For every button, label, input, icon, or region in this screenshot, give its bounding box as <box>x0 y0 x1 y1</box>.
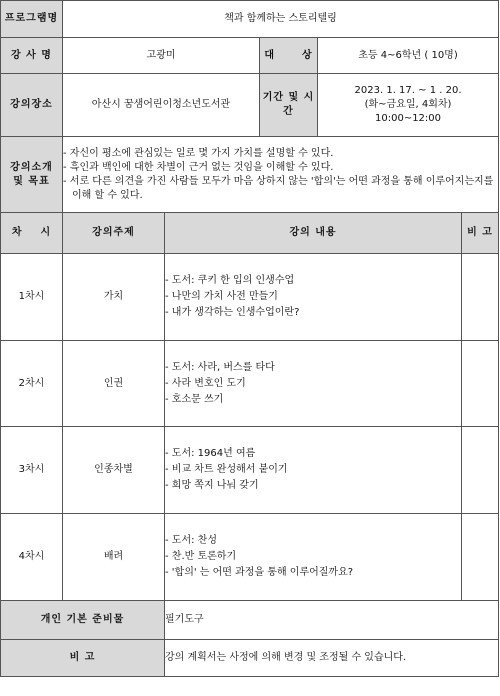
session-items <box>165 274 461 320</box>
session-item: - 나만의 가치 사전 만들기 <box>165 290 461 304</box>
remarks-value: 강의 계획서는 사정에 의해 변경 및 조정될 수 있습니다. <box>165 640 499 677</box>
program-label: 프로그램명 <box>1 1 63 38</box>
session-topic: 인종차별 <box>63 427 165 514</box>
intro-label-line1: 강의소개 <box>10 161 53 173</box>
session-items <box>165 534 461 580</box>
period-days: (화~금요일, 4회차) <box>364 99 452 110</box>
intro-item: - 흑인과 백인에 대한 차별이 근거 없는 것임을 이해할 수 있다. <box>63 161 498 175</box>
intro-label <box>1 137 63 213</box>
session-note <box>462 514 499 601</box>
session-item: - 도서: 찬성 <box>165 534 461 548</box>
period-value <box>318 74 499 137</box>
session-topic: 배려 <box>63 514 165 601</box>
col-note-header: 비 고 <box>462 213 499 254</box>
session-items <box>165 447 461 493</box>
session-note <box>462 254 499 341</box>
instructor-name: 고광미 <box>63 38 260 74</box>
period-label: 기간 및 시간 <box>260 74 318 137</box>
instructor-label: 강 사 명 <box>1 38 63 74</box>
target-value: 초등 4~6학년 ( 10명) <box>318 38 499 74</box>
col-topic-header: 강의주제 <box>63 213 165 254</box>
session-topic: 가치 <box>63 254 165 341</box>
venue-label: 강의장소 <box>1 74 63 137</box>
session-number: 3차시 <box>1 427 63 514</box>
remarks-label: 비 고 <box>1 640 165 677</box>
session-number: 2차시 <box>1 341 63 427</box>
session-row <box>1 254 499 341</box>
target-label: 대 상 <box>260 38 318 74</box>
session-content <box>165 254 462 341</box>
col-content-header: 강의 내용 <box>165 213 462 254</box>
intro-content <box>63 137 499 213</box>
period-date: 2023. 1. 17. ~ 1 . 20. <box>354 85 462 96</box>
session-item: - 도서: 1964년 여름 <box>165 447 461 461</box>
session-item: - 찬.반 토론하기 <box>165 550 461 564</box>
session-item: - '합의' 는 어떤 과정을 통해 이루어질까요? <box>165 566 461 580</box>
session-item: - 사라 변호인 도기 <box>165 377 461 391</box>
session-item: - 호소문 쓰기 <box>165 393 461 407</box>
venue-value: 아산시 꿈샘어린이청소년도서관 <box>63 74 260 137</box>
session-note <box>462 341 499 427</box>
session-item: - 도서: 사라, 버스를 타다 <box>165 361 461 375</box>
session-topic: 인권 <box>63 341 165 427</box>
session-number: 4차시 <box>1 514 63 601</box>
intro-item: - 자신이 평소에 관심있는 일로 몇 가지 가치를 설명할 수 있다. <box>63 147 498 161</box>
session-item: - 비교 차트 완성해서 붙이기 <box>165 463 461 477</box>
session-items <box>165 361 461 407</box>
session-note <box>462 427 499 514</box>
materials-value: 필기도구 <box>165 601 499 640</box>
program-title: 책과 함께하는 스토리텔링 <box>63 1 499 38</box>
session-item: - 도서: 쿠키 한 입의 인생수업 <box>165 274 461 288</box>
session-content <box>165 341 462 427</box>
intro-list <box>63 147 498 203</box>
session-row <box>1 514 499 601</box>
period-time: 10:00~12:00 <box>375 113 442 124</box>
session-row <box>1 341 499 427</box>
session-content <box>165 514 462 601</box>
session-number: 1차시 <box>1 254 63 341</box>
intro-label-line2: 및 목표 <box>13 175 50 187</box>
intro-item: - 서로 다른 의견을 가진 사람들 모두가 마음 상하지 않는 '합의'는 어떤 과정을 통해 이루어지는지를 이해 할 수 있다. <box>63 175 498 203</box>
session-row <box>1 427 499 514</box>
session-item: - 희망 쪽지 나눠 갖기 <box>165 479 461 493</box>
col-session-header: 차 시 <box>1 213 63 254</box>
session-item: - 내가 생각하는 인생수업이란? <box>165 306 461 320</box>
session-content <box>165 427 462 514</box>
materials-label: 개인 기본 준비물 <box>1 601 165 640</box>
